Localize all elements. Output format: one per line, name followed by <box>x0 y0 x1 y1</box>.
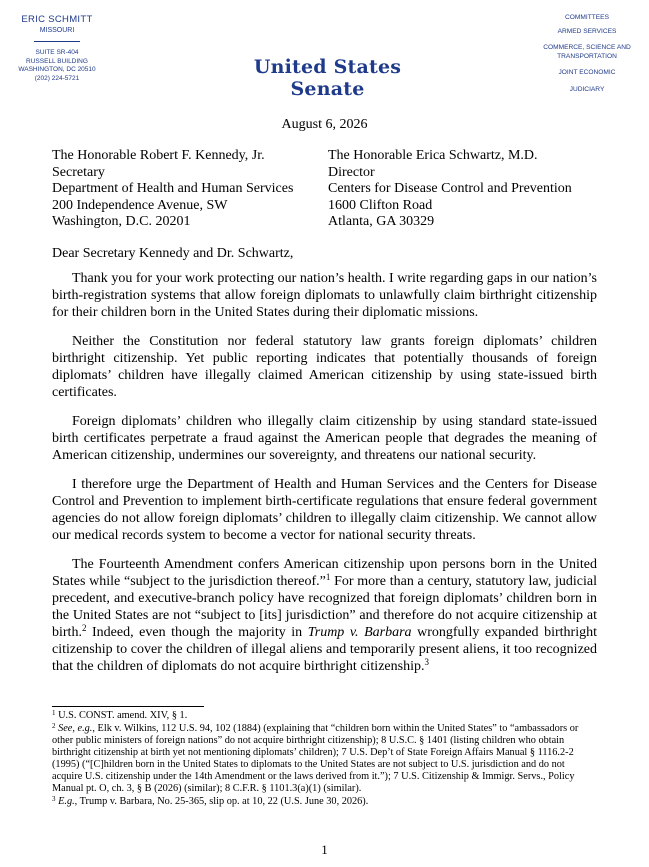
signal-text: See, e.g. <box>58 723 93 734</box>
paragraph-text: For more than a century, statutory law, judicial precedent, and executive-branch policy have recognized that foreign diplomats’ children born in the United States are not “subject to [its] jurisdiction” and therefore do not acquire citizenship at birth. <box>52 574 597 640</box>
recipient-line: Department of Health and Human Services <box>52 181 294 196</box>
committee-item: JUDICIARY <box>569 85 605 93</box>
footnote-number: 2 <box>52 722 56 730</box>
footnote-3 <box>52 796 597 808</box>
footnote-text: , Elk v. Wilkins, 112 U.S. 94, 102 (1884) (explaining that “children born within the United States” to “ambassadors or other public ministers of foreign nations” do not acquire birthright citizenship); 8 U.S.C. § 1401 (listing children who obtain birthright citizenship at birth yet not mentioning diplomats’ children); 7 U.S. Dep’t of State Foreign Affairs Manual § 1116.2-2 (1995) (“[C]hildren born in the United States to diplomats to the United States are not subject to U.S. jurisdiction and do not acquire U.S. citizenship under the 14th Amendment or the laws derived from it.”); 7 U.S. Citizenship & Immigr. Servs., Policy Manual pt. O, ch. 3, § B (2026) (similar); 8 C.F.R. § 1101.3(a)(1) (similar). <box>52 723 579 794</box>
senator-state: MISSOURI <box>39 27 75 34</box>
committee-item: ARMED SERVICES <box>557 27 617 35</box>
recipient-line: Director <box>328 164 375 180</box>
recipient-line: The Honorable Robert F. Kennedy, Jr. <box>52 148 265 163</box>
paragraph-text: Indeed, even though the majority in <box>86 625 308 640</box>
recipient-line: Centers for Disease Control and Prevention <box>328 181 572 196</box>
recipient-line: The Honorable Erica Schwartz, M.D. <box>328 148 538 163</box>
footnotes <box>52 710 597 809</box>
letter-date: August 6, 2026 <box>281 117 368 132</box>
recipient-right <box>328 148 572 231</box>
recipient-line: 1600 Clifton Road <box>328 197 433 213</box>
recipient-line: Secretary <box>52 164 105 180</box>
footnote-ref[interactable]: 3 <box>424 657 429 667</box>
recipient-line: 200 Independence Avenue, SW <box>52 197 228 213</box>
paragraph-text: wrongfully expanded birthright citizenship to cover the children of illegal aliens and temporarily present aliens, it too recognized that the children of diplomats do not acquire birthright citizenship. <box>52 625 597 674</box>
body-paragraph: Neither the Constitution nor federal statutory law grants foreign diplomats’ children birthright citizenship. Yet public reporting indicates that potentially thousands of foreign diplomats’ children have illegally claimed American citizenship by using state-issued birth certificates. <box>52 334 597 400</box>
letterhead-divider <box>34 41 80 42</box>
footnote-number: 3 <box>52 795 56 803</box>
office-address-line: RUSSELL BUILDING <box>26 57 88 65</box>
recipient-line: Atlanta, GA 30329 <box>328 214 435 229</box>
footnote-text: , Trump v. Barbara, No. 25-365, slip op. at 10, 22 (U.S. June 30, 2026). <box>74 796 369 807</box>
salutation: Dear Secretary Kennedy and Dr. Schwartz, <box>52 246 294 261</box>
committee-item: JOINT ECONOMIC <box>558 69 616 76</box>
letterhead-committees <box>531 14 643 102</box>
recipient-line: Washington, D.C. 20201 <box>52 214 191 229</box>
letter-body <box>52 270 597 687</box>
office-phone: (202) 224-5721 <box>34 74 80 82</box>
office-address-line: WASHINGTON, DC 20510 <box>18 66 96 73</box>
body-paragraph: I therefore urge the Department of Health and Human Services and the Centers for Disease Control and Prevention to implement birth-certificate regulations that ensure federal government agencies do not allow foreign diplomats’ children to illegally claim citizenship. We cannot allow our medical records system to become a vector for national security threats. <box>52 477 597 543</box>
footnote-ref[interactable]: 2 <box>81 623 87 633</box>
committee-item: COMMERCE, SCIENCE AND TRANSPORTATION <box>543 44 631 60</box>
footnote-1 <box>52 710 597 722</box>
body-paragraph: Thank you for your work protecting our nation’s health. I write regarding gaps in our nation’s birth-registration systems that allow foreign diplomats to unlawfully claim birthright citizenship for their children born in the United States during their diplomatic missions. <box>52 271 597 320</box>
office-address-line: SUITE SR-404 <box>35 49 79 56</box>
senate-seal-wordmark: United States Senate <box>253 56 402 100</box>
page-number: 1 <box>321 842 328 857</box>
paragraph-text: The Fourteenth Amendment confers American citizenship upon persons born in the United States while “subject to the jurisdiction thereof.” <box>52 557 597 589</box>
footnote-ref[interactable]: 1 <box>325 572 331 582</box>
footnote-2 <box>52 723 597 795</box>
body-paragraph <box>52 556 597 675</box>
footnote-divider <box>52 706 204 707</box>
body-paragraph: Foreign diplomats’ children who illegally claim citizenship by using standard state-issued birth certificates perpetrate a fraud against the American people that degrades the meaning of American citizenship, undermines our sovereignty, and threatens our national security. <box>52 414 597 463</box>
signal-text: E.g. <box>58 796 75 807</box>
letterhead-left <box>10 14 104 83</box>
footnote-text: U.S. CONST. amend. XIV, § 1. <box>58 710 188 721</box>
senator-name: ERIC SCHMITT <box>21 14 93 25</box>
recipient-left <box>52 148 293 231</box>
committees-title: COMMITTEES <box>565 14 609 21</box>
footnote-number: 1 <box>52 709 56 717</box>
case-name: Trump v. Barbara <box>307 625 412 640</box>
